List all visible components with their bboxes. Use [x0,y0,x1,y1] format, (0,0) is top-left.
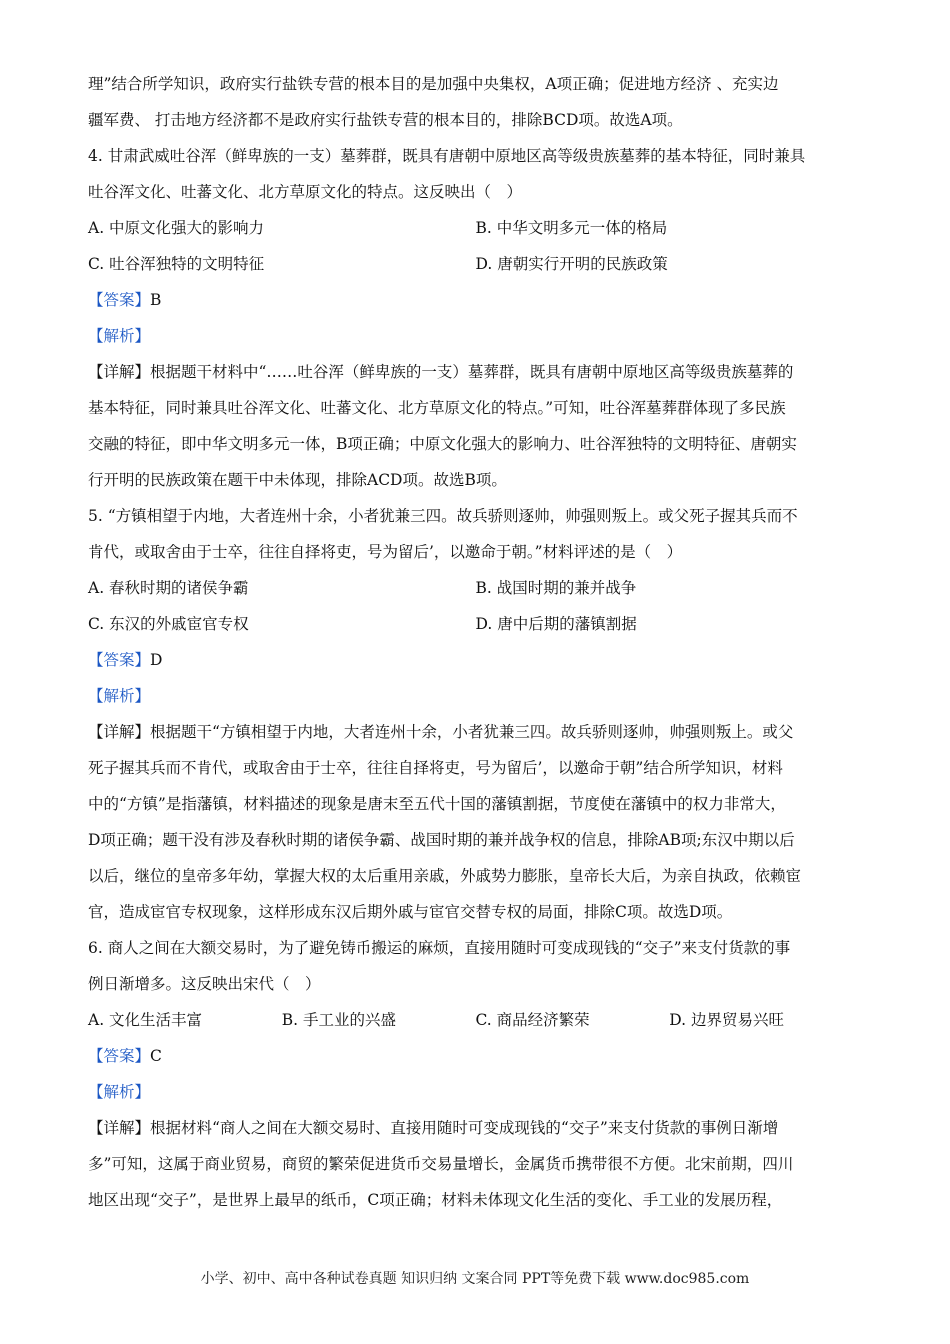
options-row [88,210,863,246]
detail-text: 地区出现“交子”，是世界上最早的纸币，C项正确；材料未体现文化生活的变化、手工业的发展历程， [88,1191,783,1209]
question-stem: 例日渐增多。这反映出宋代（ ） [88,975,321,993]
detail-text: D项正确；题干没有涉及春秋时期的诸侯争霸、战国时期的兼并战争权的信息，排除AB项;东汉中期以后 [88,831,795,849]
question-stem: 4. 甘肃武威吐谷浑（鲜卑族的一支）墓葬群，既具有唐朝中原地区高等级贵族墓葬的基本特征，同时兼具 [88,147,806,165]
question-6 [88,930,863,1218]
analysis-line [88,678,863,714]
detail-text: 中的“方镇”是指藩镇，材料描述的现象是唐末至五代十国的藩镇割据，节度使在藩镇中的权力非常大， [88,795,786,813]
detail-text: 行开明的民族政策在题干中未体现，排除ACD项。故选B项。 [88,471,507,489]
question-stem: 6. 商人之间在大额交易时，为了避免铸币搬运的麻烦，直接用随时可变成现钱的“交子”来支付货款的事 [88,939,791,957]
question-stem: 肯代，或取舍由于士卒，往往自择将吏，号为留后’，以邀命于朝。”材料评述的是（ ） [88,543,683,561]
answer-value: D [150,651,163,669]
option-c: C. 吐谷浑独特的文明特征 [88,255,265,273]
options-row [88,246,863,282]
option-b: B. 中华文明多元一体的格局 [475,219,668,237]
option-d: D. 唐朝实行开明的民族政策 [475,255,668,273]
document-page [88,66,863,1218]
detail-text: 交融的特征，即中华文明多元一体，B项正确；中原文化强大的影响力、吐谷浑独特的文明特征、唐朝实 [88,435,797,453]
body-text-line: 理”结合所学知识，政府实行盐铁专营的根本目的是加强中央集权，A项正确；促进地方经济 、充实边 [88,75,779,93]
question-stem: 吐谷浑文化、吐蕃文化、北方草原文化的特点。这反映出（ ） [88,183,523,201]
answer-line [88,282,863,318]
detail-text: 【详解】根据题干“方镇相望于内地，大者连州十余，小者犹兼三四。故兵骄则逐帅，帅强则叛上。或父 [88,723,794,741]
option-d: D. 边界贸易兴旺 [669,1011,784,1029]
body-text-line: 疆军费、 打击地方经济都不是政府实行盐铁专营的根本目的，排除BCD项。故选A项。 [88,111,683,129]
analysis-line [88,1074,863,1110]
analysis-tag: 【解析】 [88,1083,151,1101]
question-5 [88,498,863,930]
answer-value: C [150,1047,162,1065]
detail-text: 死子握其兵而不肯代，或取舍由于士卒，往往自择将吏，号为留后’，以邀命于朝”结合所学知识，材料 [88,759,783,777]
answer-line [88,642,863,678]
detail-text: 基本特征，同时兼具吐谷浑文化、吐蕃文化、北方草原文化的特点。”可知，吐谷浑墓葬群体现了多民族 [88,399,786,417]
options-row [88,570,863,606]
options-row [88,606,863,642]
option-b: B. 手工业的兴盛 [281,1011,396,1029]
answer-tag: 【答案】 [88,651,151,669]
option-c: C. 商品经济繁荣 [475,1011,590,1029]
option-a: A. 春秋时期的诸侯争霸 [88,579,249,597]
answer-tag: 【答案】 [88,291,151,309]
question-4 [88,138,863,498]
detail-text: 【详解】根据题干材料中“……吐谷浑（鲜卑族的一支）墓葬群，既具有唐朝中原地区高等级贵族墓葬的 [88,363,794,381]
detail-text: 【详解】根据材料“商人之间在大额交易时、直接用随时可变成现钱的“交子”来支付货款的事例日渐增 [88,1119,779,1137]
answer-value: B [150,291,162,309]
analysis-tag: 【解析】 [88,687,151,705]
detail-text: 以后，继位的皇帝多年幼，掌握大权的太后重用亲戚，外戚势力膨胀，皇帝长大后，为亲自执政，依赖宦 [88,867,802,885]
question-stem: 5. “方镇相望于内地，大者连州十余，小者犹兼三四。故兵骄则逐帅，帅强则叛上。或父死子握其兵而不 [88,507,798,525]
answer-tag: 【答案】 [88,1047,151,1065]
detail-text: 多”可知，这属于商业贸易，商贸的繁荣促进货币交易量增长，金属货币携带很不方便。北宋前期，四川 [88,1155,794,1173]
page-footer: 小学、初中、高中各种试卷真题 知识归纳 文案合同 PPT等免费下载 www.doc985.com [200,1271,750,1287]
answer-line [88,1038,863,1074]
option-a: A. 文化生活丰富 [88,1011,203,1029]
analysis-tag: 【解析】 [88,327,151,345]
option-a: A. 中原文化强大的影响力 [88,219,265,237]
detail-text: 官，造成宦官专权现象，这样形成东汉后期外戚与宦官交替专权的局面，排除C项。故选D项。 [88,903,733,921]
option-d: D. 唐中后期的藩镇割据 [475,615,637,633]
option-c: C. 东汉的外戚宦官专权 [88,615,249,633]
option-b: B. 战国时期的兼并战争 [475,579,637,597]
analysis-line [88,318,863,354]
options-row [88,1002,863,1038]
